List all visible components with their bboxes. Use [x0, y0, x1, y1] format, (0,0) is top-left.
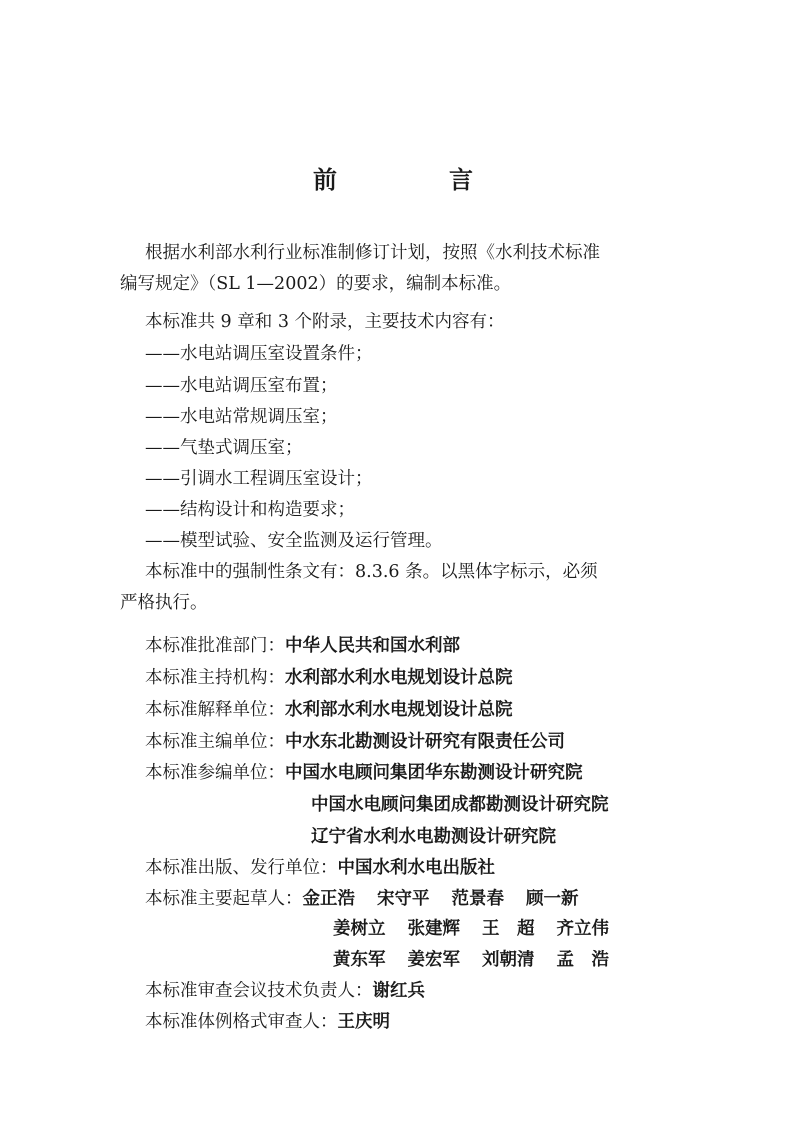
chief-label: 本标准主编单位：	[145, 732, 285, 752]
drafter-name: 宋守平	[377, 889, 430, 909]
drafter-name: 黄东军	[333, 950, 386, 970]
drafter-name: 姜宏军	[407, 950, 460, 970]
drafter-name: 齐立伟	[556, 919, 609, 939]
drafter-name: 刘朝清	[482, 950, 535, 970]
interpret-row	[145, 699, 513, 721]
review-label: 本标准审查会议技术负责人：	[145, 981, 373, 1001]
intro-para2: 本标准共 9 章和 3 个附录，主要技术内容有：	[145, 312, 505, 332]
approve-label: 本标准批准部门：	[145, 636, 285, 656]
intro-para1-line2: 编写规定》（SL 1—2002）的要求，编制本标准。	[120, 274, 512, 294]
participate-value: 中国水电顾问集团华东勘测设计研究院	[285, 763, 583, 783]
drafter-name: 张建辉	[407, 919, 460, 939]
content-item: ——水电站调压室布置；	[145, 376, 338, 396]
drafter-name: 姜树立	[333, 919, 386, 939]
host-row	[145, 667, 513, 689]
intro-para3-line1: 本标准中的强制性条文有：8.3.6 条。以黑体字标示，必须	[145, 562, 598, 582]
interpret-label: 本标准解释单位：	[145, 700, 285, 720]
participate-row	[145, 762, 583, 784]
intro-para3-line2: 严格执行。	[120, 593, 208, 613]
participate-label: 本标准参编单位：	[145, 763, 285, 783]
format-value: 王庆明	[337, 1012, 390, 1032]
publish-row	[145, 857, 495, 879]
page-title: 前 言	[313, 166, 517, 194]
host-label: 本标准主持机构：	[145, 668, 285, 688]
review-row	[145, 980, 425, 1002]
drafter-name: 金正浩	[302, 889, 355, 909]
drafter-name: 范景春	[451, 889, 504, 909]
format-row	[145, 1011, 390, 1033]
drafter-name: 孟 浩	[556, 950, 609, 970]
format-label: 本标准体例格式审查人：	[145, 1012, 338, 1032]
publish-label: 本标准出版、发行单位：	[145, 858, 338, 878]
host-value: 水利部水利水电规划设计总院	[285, 668, 513, 688]
drafters-label: 本标准主要起草人：	[145, 889, 303, 909]
content-item: ——引调水工程调压室设计；	[145, 469, 373, 489]
chief-row	[145, 731, 565, 753]
approve-row	[145, 635, 460, 657]
content-item: ——模型试验、安全监测及运行管理。	[145, 531, 443, 551]
drafters-names	[303, 889, 601, 909]
drafter-name: 王 超	[482, 919, 535, 939]
approve-value: 中华人民共和国水利部	[285, 636, 460, 656]
content-item: ——气垫式调压室；	[145, 438, 303, 458]
content-item: ——结构设计和构造要求；	[145, 500, 355, 520]
interpret-value: 水利部水利水电规划设计总院	[285, 700, 513, 720]
chief-value: 中水东北勘测设计研究有限责任公司	[285, 732, 565, 752]
drafters-names	[333, 918, 631, 940]
drafters-names	[333, 949, 631, 971]
content-item: ——水电站调压室设置条件；	[145, 344, 373, 364]
drafter-name: 顾一新	[526, 889, 579, 909]
publish-value: 中国水利水电出版社	[337, 858, 495, 878]
intro-para1-line1: 根据水利部水利行业标准制修订计划，按照《水利技术标准	[145, 243, 600, 263]
participate-value: 辽宁省水利水电勘测设计研究院	[311, 827, 556, 847]
review-value: 谢红兵	[372, 981, 425, 1001]
content-item: ——水电站常规调压室；	[145, 407, 338, 427]
drafters-row	[145, 888, 601, 910]
participate-value: 中国水电顾问集团成都勘测设计研究院	[311, 795, 609, 815]
